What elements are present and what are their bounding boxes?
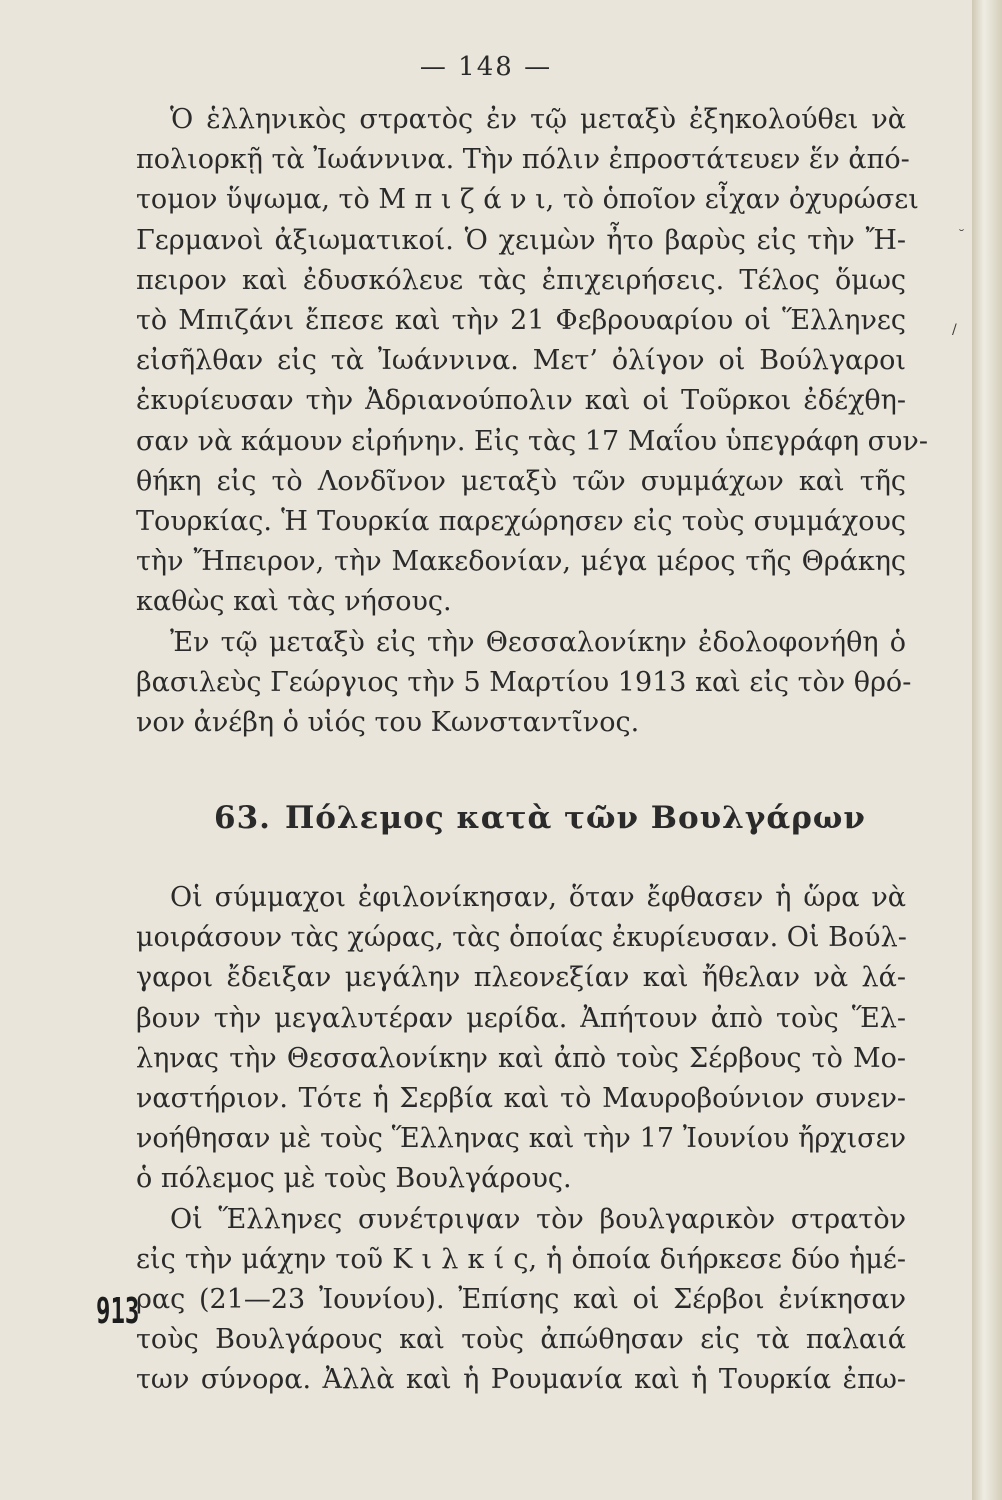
paragraph-3 xyxy=(136,878,906,1200)
text-line: τοὺς Βουλγάρους καὶ τοὺς ἀπώθησαν εἰς τὰ παλαιά xyxy=(136,1324,906,1356)
paragraph-1 xyxy=(136,100,928,623)
margin-mark: ˘ xyxy=(958,228,965,244)
text-line: νον ἀνέβη ὁ υἱός του Κωνσταντῖνος. xyxy=(136,707,640,739)
text-line: νοήθησαν μὲ τοὺς Ἕλληνας καὶ τὴν 17 Ἰουνίου ἤρχισεν xyxy=(136,1123,906,1155)
section-title: Πόλεμος κατὰ τῶν Βουλγάρων xyxy=(284,800,866,836)
text-line: ὁ πόλεμος μὲ τοὺς Βουλγάρους. xyxy=(136,1163,572,1195)
text-line: ρας (21—23 Ἰουνίου). Ἐπίσης καὶ οἱ Σέρβοι ἐνίκησαν xyxy=(136,1284,906,1316)
text-line: βουν τὴν μεγαλυτέραν μερίδα. Ἀπήτουν ἀπὸ τοὺς Ἕλ- xyxy=(136,1002,906,1034)
text-line: θήκη εἰς τὸ Λονδῖνον μεταξὺ τῶν συμμάχων καὶ τῆς xyxy=(136,465,906,497)
paragraph-4 xyxy=(136,1200,906,1401)
text-line: γαροι ἔδειξαν μεγάλην πλεονεξίαν καὶ ἤθελαν νὰ λά- xyxy=(136,962,906,994)
text-line: πειρον καὶ ἐδυσκόλευε τὰς ἐπιχειρήσεις. Τέλος ὅμως xyxy=(136,264,906,296)
text-block-bottom xyxy=(136,878,906,1401)
text-line: τὸ Μπιζάνι ἔπεσε καὶ τὴν 21 Φεβρουαρίου οἱ Ἕλληνες xyxy=(136,305,906,337)
text-line: ληνας τὴν Θεσσαλονίκην καὶ ἀπὸ τοὺς Σέρβους τὸ Μο- xyxy=(136,1042,906,1074)
text-line: των σύνορα. Ἀλλὰ καὶ ἡ Ρουμανία καὶ ἡ Τουρκία ἐπω- xyxy=(136,1364,906,1396)
text-line: Ὁ ἑλληνικὸς στρατὸς ἐν τῷ μεταξὺ ἐξηκολούθει νὰ xyxy=(170,104,906,135)
text-line: τὴν Ἤπειρον, τὴν Μακεδονίαν, μέγα μέρος τῆς Θράκης xyxy=(136,546,906,578)
archive-stamp: 913 xyxy=(96,1290,140,1332)
text-block-top xyxy=(136,100,928,743)
text-line: σαν νὰ κάμουν εἰρήνην. Εἰς τὰς 17 Μαΐου ὑπεγράφη συν- xyxy=(136,425,928,457)
text-line: βασιλεὺς Γεώργιος τὴν 5 Μαρτίου 1913 καὶ εἰς τὸν θρό- xyxy=(136,666,912,698)
section-heading xyxy=(214,800,866,836)
text-line: μοιράσουν τὰς χώρας, τὰς ὁποίας ἐκυρίευσαν. Οἱ Βούλ- xyxy=(136,922,907,954)
text-line: ἐκυρίευσαν τὴν Ἀδριανούπολιν καὶ οἱ Τοῦρκοι ἐδέχθη- xyxy=(136,385,906,417)
text-line: Οἱ σύμμαχοι ἐφιλονίκησαν, ὅταν ἔφθασεν ἡ ὥρα νὰ xyxy=(170,882,906,913)
text-line: ναστήριον. Τότε ἡ Σερβία καὶ τὸ Μαυροβούνιον συνεν- xyxy=(136,1083,906,1115)
text-line: πολιορκῇ τὰ Ἰωάννινα. Τὴν πόλιν ἐπροστάτευεν ἕν ἀπό- xyxy=(136,144,910,176)
text-line: Γερμανοὶ ἀξιωματικοί. Ὁ χειμὼν ἦτο βαρὺς εἰς τὴν Ἤ- xyxy=(136,224,906,256)
text-line: εἰς τὴν μάχην τοῦ Κ ι λ κ ί ς, ἡ ὁποία διήρκεσε δύο ἡμέ- xyxy=(136,1243,906,1275)
text-line: τομον ὕψωμα, τὸ Μ π ι ζ ά ν ι, τὸ ὁποῖον εἶχαν ὀχυρώσει xyxy=(136,184,919,216)
page-number: — 148 — xyxy=(419,52,553,82)
text-line: Οἱ Ἕλληνες συνέτριψαν τὸν βουλγαρικὸν στρατὸν xyxy=(170,1203,906,1235)
text-line: καθὼς καὶ τὰς νήσους. xyxy=(136,586,452,618)
margin-mark: / xyxy=(952,322,957,338)
paragraph-2 xyxy=(136,623,912,744)
page-edge xyxy=(972,0,1002,1500)
text-line: εἰσῆλθαν εἰς τὰ Ἰωάννινα. Μετ’ ὀλίγον οἱ Βούλγαροι xyxy=(136,345,906,377)
section-number: 63. xyxy=(214,800,271,836)
text-line: Ἐν τῷ μεταξὺ εἰς τὴν Θεσσαλονίκην ἐδολοφονήθη ὁ xyxy=(170,626,906,658)
text-line: Τουρκίας. Ἡ Τουρκία παρεχώρησεν εἰς τοὺς συμμάχους xyxy=(136,506,906,538)
